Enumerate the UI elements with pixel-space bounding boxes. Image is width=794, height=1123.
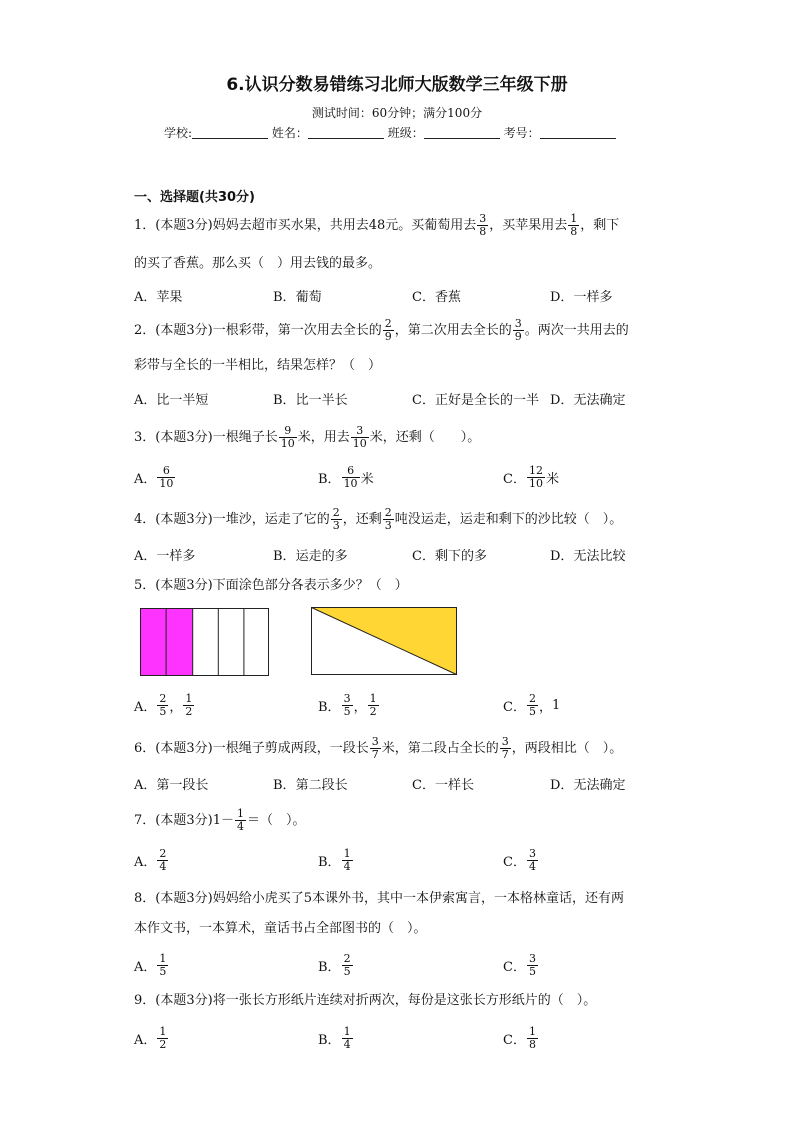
denominator: 5 bbox=[343, 964, 351, 978]
question-text: 下面涂色部分各表示多少？（ ） bbox=[212, 578, 408, 593]
question-text: 吨没运走，运走和剩下的沙比较（ ）。 bbox=[394, 512, 623, 527]
option-text: 运走的多 bbox=[295, 548, 348, 564]
fraction bbox=[351, 425, 369, 450]
option-label: B． bbox=[318, 471, 341, 487]
denominator: 5 bbox=[159, 964, 167, 978]
separator: ， bbox=[169, 699, 183, 715]
numerator: 1 bbox=[570, 212, 578, 225]
fraction bbox=[183, 693, 194, 718]
denominator: 7 bbox=[371, 748, 379, 761]
question-2-line-2: 彩带与全长的一半相比，结果怎样？（ ） bbox=[134, 358, 382, 373]
fraction bbox=[500, 736, 511, 761]
option-a[interactable] bbox=[134, 1023, 169, 1053]
question-text: ，剩下 bbox=[580, 218, 620, 233]
question-text: 妈妈去超市买水果，共用去48元。买葡萄用去 bbox=[212, 218, 477, 233]
option-label: B． bbox=[273, 392, 296, 408]
option-label: B． bbox=[273, 777, 296, 793]
question-text: ，还剩 bbox=[342, 512, 382, 527]
option-a[interactable] bbox=[134, 690, 195, 720]
question-text: 米，还剩（ ）。 bbox=[369, 430, 481, 445]
question-1 bbox=[134, 213, 619, 238]
option-c[interactable] bbox=[412, 383, 539, 413]
option-text: 无法确定 bbox=[573, 392, 626, 408]
option-b[interactable] bbox=[318, 845, 354, 875]
question-text: 将一张长方形纸片连续对折两次，每份是这张长方形纸片的（ ）。 bbox=[212, 993, 597, 1008]
question-5 bbox=[134, 576, 408, 596]
question-text: ＝（ ）。 bbox=[246, 813, 306, 828]
student-info-row bbox=[164, 124, 616, 141]
option-text: 第一段长 bbox=[156, 777, 209, 793]
id-blank bbox=[540, 126, 616, 139]
option-b[interactable] bbox=[318, 1023, 354, 1053]
question-text: 米，第二段占全长的 bbox=[381, 741, 499, 756]
question-number: 5．(本题3分) bbox=[134, 578, 213, 593]
options-7 bbox=[134, 845, 694, 875]
fraction bbox=[513, 318, 524, 343]
question-text: 一根绳子剪成两段，一段长 bbox=[212, 741, 369, 756]
option-label: A． bbox=[134, 777, 157, 793]
numerator: 1 bbox=[369, 691, 377, 705]
option-label: C． bbox=[503, 854, 526, 870]
option-d[interactable] bbox=[550, 539, 625, 569]
option-c[interactable] bbox=[412, 539, 487, 569]
denominator: 8 bbox=[479, 225, 487, 238]
numerator: 1 bbox=[159, 951, 167, 965]
option-text: 无法确定 bbox=[573, 777, 626, 793]
numerator: 2 bbox=[159, 846, 167, 860]
option-d[interactable] bbox=[550, 768, 625, 798]
numerator: 3 bbox=[479, 212, 487, 225]
question-text: 。两次一共用去的 bbox=[524, 323, 629, 338]
denominator: 10 bbox=[280, 437, 295, 450]
fraction bbox=[527, 848, 538, 873]
fraction bbox=[279, 425, 297, 450]
option-b[interactable] bbox=[318, 950, 354, 980]
class-label: 班级： bbox=[387, 126, 424, 140]
option-label: C． bbox=[412, 548, 435, 564]
option-label: B． bbox=[318, 959, 341, 975]
fraction bbox=[370, 736, 381, 761]
question-number: 9．(本题3分) bbox=[134, 993, 213, 1008]
option-d[interactable] bbox=[550, 280, 612, 310]
numerator: 2 bbox=[332, 506, 340, 519]
option-c[interactable] bbox=[412, 280, 461, 310]
option-text: 比一半短 bbox=[156, 392, 209, 408]
question-number: 8．(本题3分) bbox=[134, 891, 213, 906]
question-text: 一根绳子长 bbox=[212, 430, 278, 445]
question-1-line-2: 的买了香蕉。那么买（ ）用去钱的最多。 bbox=[134, 256, 382, 271]
options-1 bbox=[134, 280, 694, 310]
denominator: 10 bbox=[352, 437, 367, 450]
id-label: 考号： bbox=[503, 126, 540, 140]
denominator: 7 bbox=[501, 748, 509, 761]
option-label: A． bbox=[134, 854, 157, 870]
fraction bbox=[383, 507, 394, 532]
question-4 bbox=[134, 507, 622, 532]
option-b[interactable] bbox=[273, 280, 322, 310]
option-d[interactable] bbox=[550, 383, 625, 413]
separator: ， bbox=[538, 699, 552, 715]
fraction bbox=[342, 848, 353, 873]
numerator: 1 bbox=[159, 1024, 167, 1038]
separator: ， bbox=[353, 699, 367, 715]
option-text: 第二段长 bbox=[295, 777, 348, 793]
question-number: 2．(本题3分) bbox=[134, 323, 213, 338]
fraction bbox=[235, 808, 246, 833]
denominator: 3 bbox=[332, 519, 340, 532]
numerator: 1 bbox=[528, 1024, 536, 1038]
option-a[interactable] bbox=[134, 950, 169, 980]
option-label: A． bbox=[134, 699, 157, 715]
question-text: ，两段相比（ ）。 bbox=[511, 741, 623, 756]
numerator: 1 bbox=[343, 846, 351, 860]
denominator: 8 bbox=[570, 225, 578, 238]
option-text: 一样长 bbox=[434, 777, 474, 793]
fraction bbox=[527, 1026, 538, 1051]
option-label: C． bbox=[503, 699, 526, 715]
denominator: 5 bbox=[528, 964, 536, 978]
fraction bbox=[527, 465, 545, 490]
fraction bbox=[342, 693, 353, 718]
option-text: 正好是全长的一半 bbox=[434, 392, 539, 408]
option-a[interactable] bbox=[134, 462, 176, 492]
denominator: 5 bbox=[159, 704, 167, 718]
option-b[interactable] bbox=[273, 768, 348, 798]
fraction bbox=[331, 507, 342, 532]
denominator: 10 bbox=[528, 476, 543, 490]
school-blank bbox=[192, 126, 268, 139]
numerator: 1 bbox=[343, 1024, 351, 1038]
options-6 bbox=[134, 768, 694, 798]
denominator: 10 bbox=[343, 476, 358, 490]
numerator: 3 bbox=[343, 691, 351, 705]
denominator: 4 bbox=[343, 859, 351, 873]
numerator: 3 bbox=[528, 951, 536, 965]
name-label: 姓名： bbox=[271, 126, 308, 140]
option-label: A． bbox=[134, 1032, 157, 1048]
option-label: C． bbox=[412, 392, 435, 408]
question-9 bbox=[134, 991, 596, 1011]
numerator: 2 bbox=[343, 951, 351, 965]
question-number: 1．(本题3分) bbox=[134, 218, 213, 233]
options-4 bbox=[134, 539, 694, 569]
numerator: 2 bbox=[384, 506, 392, 519]
option-label: D． bbox=[550, 392, 574, 408]
denominator: 8 bbox=[528, 1037, 536, 1051]
options-5 bbox=[134, 690, 694, 720]
option-label: C． bbox=[412, 289, 435, 305]
option-text: 香蕉 bbox=[434, 289, 461, 305]
numerator: 2 bbox=[528, 691, 536, 705]
option-unit: 米 bbox=[545, 471, 559, 487]
question-8-line-2: 本作文书，一本算术，童话书占全部图书的（ ）。 bbox=[134, 921, 427, 936]
fraction bbox=[342, 953, 353, 978]
option-label: A． bbox=[134, 548, 157, 564]
denominator: 3 bbox=[384, 519, 392, 532]
option-text: 葡萄 bbox=[295, 289, 322, 305]
fraction bbox=[527, 693, 538, 718]
option-c[interactable] bbox=[503, 950, 539, 980]
question-text: 一堆沙，运走了它的 bbox=[212, 512, 330, 527]
option-c[interactable] bbox=[503, 1023, 539, 1053]
denominator: 4 bbox=[528, 859, 536, 873]
numerator: 3 bbox=[371, 735, 379, 748]
option-text: 比一半长 bbox=[295, 392, 348, 408]
denominator: 9 bbox=[514, 330, 522, 343]
numerator: 6 bbox=[347, 463, 355, 477]
denominator: 4 bbox=[159, 859, 167, 873]
numerator: 3 bbox=[528, 846, 536, 860]
question-2 bbox=[134, 318, 629, 343]
option-text: 一样多 bbox=[156, 548, 196, 564]
fraction bbox=[157, 465, 175, 490]
option-text: 无法比较 bbox=[573, 548, 626, 564]
option-unit: 米 bbox=[360, 471, 374, 487]
option-label: D． bbox=[550, 548, 574, 564]
option-label: C． bbox=[503, 959, 526, 975]
numerator: 3 bbox=[356, 424, 364, 437]
question-6 bbox=[134, 736, 622, 761]
fraction bbox=[342, 465, 360, 490]
options-2 bbox=[134, 383, 694, 413]
denominator: 4 bbox=[343, 1037, 351, 1051]
option-label: C． bbox=[412, 777, 435, 793]
option-label: B． bbox=[273, 548, 296, 564]
question-text: 米，用去 bbox=[297, 430, 350, 445]
option-a[interactable] bbox=[134, 539, 195, 569]
fraction bbox=[568, 213, 579, 238]
numerator: 9 bbox=[284, 424, 292, 437]
class-blank bbox=[424, 126, 500, 139]
option-a[interactable] bbox=[134, 383, 208, 413]
school-label: 学校: bbox=[164, 126, 193, 140]
fraction bbox=[368, 693, 379, 718]
numerator: 12 bbox=[528, 463, 543, 477]
question-number: 7．(本题3分) bbox=[134, 813, 213, 828]
question-7 bbox=[134, 808, 305, 833]
option-b[interactable] bbox=[318, 690, 380, 720]
option-b[interactable] bbox=[273, 383, 348, 413]
option-label: A． bbox=[134, 959, 157, 975]
option-b[interactable] bbox=[318, 462, 374, 492]
question-text: ，买苹果用去 bbox=[489, 218, 568, 233]
question-3 bbox=[134, 425, 480, 450]
fraction bbox=[477, 213, 488, 238]
denominator: 2 bbox=[159, 1037, 167, 1051]
options-8 bbox=[134, 950, 694, 980]
denominator: 5 bbox=[343, 704, 351, 718]
option-label: B． bbox=[318, 854, 341, 870]
fraction bbox=[383, 318, 394, 343]
option-text: 剩下的多 bbox=[434, 548, 487, 564]
numerator: 3 bbox=[501, 735, 509, 748]
option-c[interactable] bbox=[412, 768, 474, 798]
question-number: 3．(本题3分) bbox=[134, 430, 213, 445]
option-c[interactable] bbox=[503, 845, 539, 875]
denominator: 4 bbox=[236, 820, 244, 833]
option-a[interactable] bbox=[134, 280, 182, 310]
option-label: C． bbox=[503, 471, 526, 487]
option-label: A． bbox=[134, 289, 157, 305]
numerator: 3 bbox=[514, 317, 522, 330]
question-text: 妈妈给小虎买了5本课外书，其中一本伊索寓言，一本格林童话，还有两 bbox=[212, 891, 624, 906]
test-info: 测试时间：60分钟；满分100分 bbox=[311, 106, 483, 120]
option-a[interactable] bbox=[134, 768, 208, 798]
striped-rectangle-figure bbox=[140, 608, 272, 678]
fraction bbox=[157, 848, 168, 873]
option-label: D． bbox=[550, 289, 574, 305]
denominator: 2 bbox=[369, 704, 377, 718]
question-text: 1－ bbox=[212, 813, 234, 828]
fraction bbox=[157, 693, 168, 718]
option-c[interactable] bbox=[503, 690, 560, 720]
numerator: 2 bbox=[384, 317, 392, 330]
fraction bbox=[527, 953, 538, 978]
triangle-rectangle-figure bbox=[311, 607, 459, 677]
option-label: C． bbox=[503, 1032, 526, 1048]
option-label: B． bbox=[318, 1032, 341, 1048]
numerator: 1 bbox=[185, 691, 193, 705]
denominator: 2 bbox=[185, 704, 193, 718]
option-c[interactable] bbox=[503, 462, 559, 492]
page-title: 6.认识分数易错练习北师大版数学三年级下册 bbox=[226, 75, 568, 95]
option-label: B． bbox=[273, 289, 296, 305]
option-label: A． bbox=[134, 392, 157, 408]
numerator: 6 bbox=[162, 463, 170, 477]
option-label: A． bbox=[134, 471, 157, 487]
numerator: 1 bbox=[236, 807, 244, 820]
denominator: 9 bbox=[384, 330, 392, 343]
option-label: D． bbox=[550, 777, 574, 793]
numerator: 2 bbox=[159, 691, 167, 705]
fraction bbox=[157, 1026, 168, 1051]
question-8 bbox=[134, 889, 624, 909]
section-title: 一、选择题(共30分) bbox=[134, 190, 255, 205]
option-label: B． bbox=[318, 699, 341, 715]
options-3 bbox=[134, 462, 694, 492]
option-text: 1 bbox=[551, 697, 561, 713]
option-text: 苹果 bbox=[156, 289, 183, 305]
name-blank bbox=[308, 126, 384, 139]
question-number: 6．(本题3分) bbox=[134, 741, 213, 756]
options-9 bbox=[134, 1023, 694, 1053]
question-number: 4．(本题3分) bbox=[134, 512, 213, 527]
denominator: 10 bbox=[159, 476, 174, 490]
fraction bbox=[342, 1026, 353, 1051]
option-a[interactable] bbox=[134, 845, 169, 875]
fraction bbox=[157, 953, 168, 978]
question-text: 一根彩带，第一次用去全长的 bbox=[212, 323, 382, 338]
option-b[interactable] bbox=[273, 539, 348, 569]
option-text: 一样多 bbox=[573, 289, 613, 305]
denominator: 5 bbox=[528, 704, 536, 718]
question-text: ，第二次用去全长的 bbox=[394, 323, 512, 338]
